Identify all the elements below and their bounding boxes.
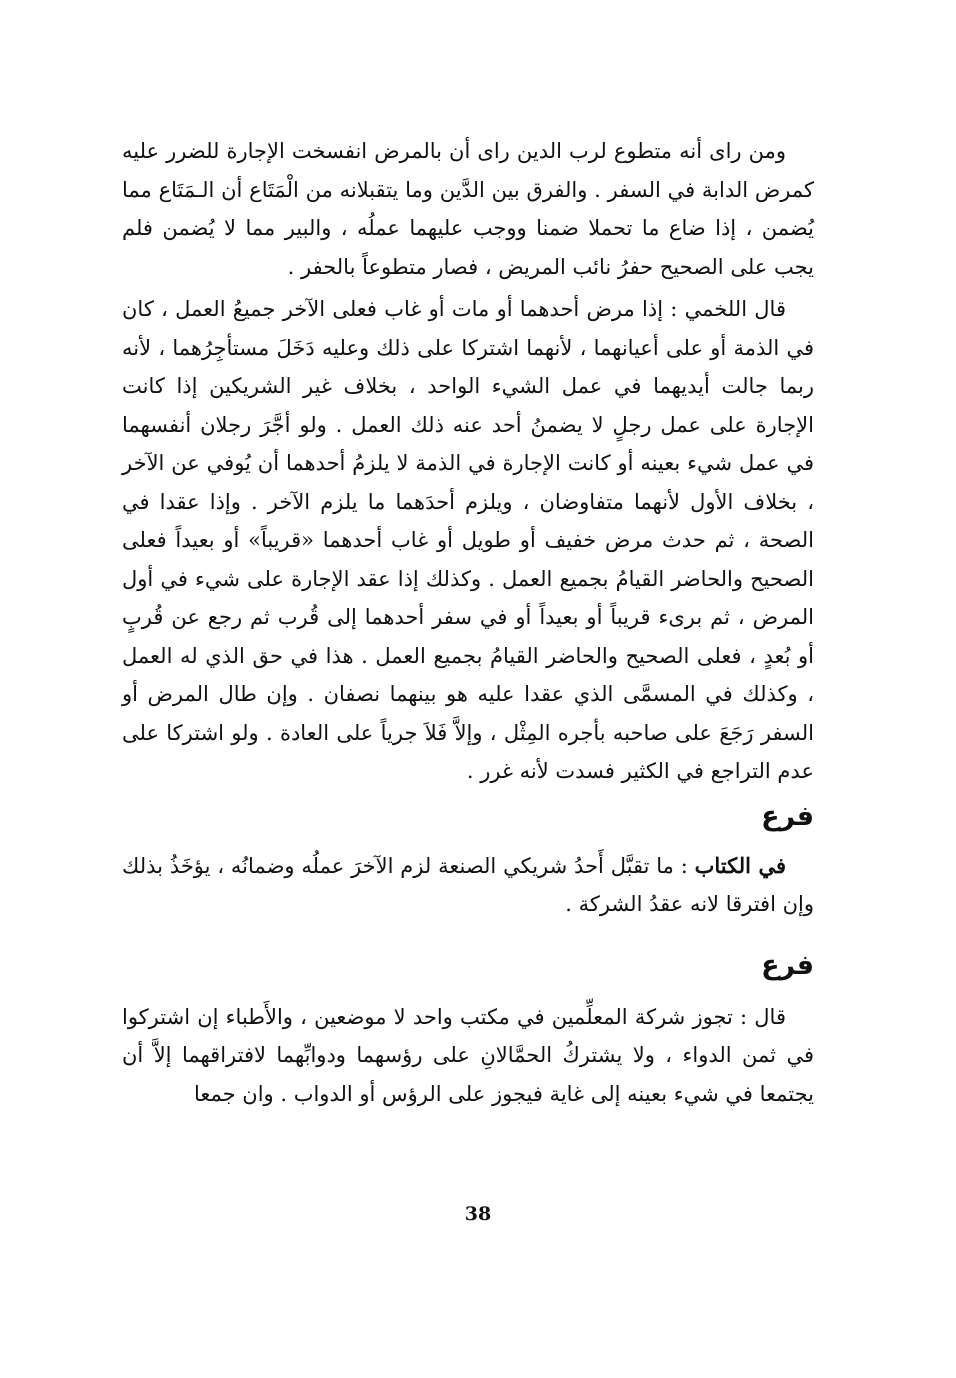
paragraph-opening: ومن راى أنه متطوع لرب الدين راى أن بالمرض انفسخت الإجارة للضرر عليه كمرض الدابة في السفر . والفرق بين الدَّين وما يتقبلانه من الْمَتَاع أن الـمَتَاع مما يُضمن ، إذا ضاع ما تحملا ضمنا ووجب عليهما عملُه ، والبير مما لا يُضمن فلم يجب على الصحيح حفرُ نائب المريض ، فصار متطوعاً بالحفر . <box>122 139 814 279</box>
kitab-lead-word: في الكتاب <box>694 852 786 878</box>
kitab-body-text: : ما تقبَّل أَحدُ شريكي الصنعة لزم الآخرَ عملُه وضمانُه ، يؤخَذُ بذلك وإن افترقا لانه عقدُ الشركة . <box>122 853 814 916</box>
paragraph-kitab <box>122 847 814 924</box>
page-body <box>122 132 814 1113</box>
page-number: 38 <box>464 1203 492 1225</box>
paragraph-teachers: قال : تجوز شركة المعلِّمين في مكتب واحد لا موضعين ، والأَطباء إن اشتركوا في ثمن الدواء ، ولا يشتركُ الحمَّالانِ على رؤسهما ودوابِّهما لافتراقهما إلاَّ أن يجتمعا في شيء بعينه إلى غاية فيجوز على الرؤس أو الدواب . وان جمعا <box>122 1004 814 1106</box>
paragraph-lakhmi: قال اللخمي : إذا مرض أحدهما أو مات أو غاب فعلى الآخر جميعُ العمل ، كان في الذمة أو على أعيانهما ، لأنهما اشتركا على ذلك وعليه دَخَلَ مستأجِرُهما ، لأنه ربما جالت أيديهما في عمل الشيء الواحد ، بخلاف غير الشريكين إذا كانت الإجارة على عمل رجلٍ لا يضمنُ أحد عنه ذلك العمل . ولو أجَّرَ رجلان أنفسهما في عمل شيء بعينه أو كانت الإجارة في الذمة لا يلزمُ أحدهما أن يُوفي عن الآخر ، بخلاف الأول لأنهما متفاوضان ، ويلزم أحدَهما ما يلزم الآخر . وإذا عقدا في الصحة ، ثم حدث مرض خفيف أو طويل أو غاب أحدهما «قريباً» أو بعيداً فعلى الصحيح والحاضر القيامُ بجميع العمل . وكذلك إذا عقد الإجارة على شيء في أول المرض ، ثم برىء قريباً أو بعيداً أو في سفر أحدهما إلى قُرب ثم رجع عن قُربٍ أو بُعدٍ ، فعلى الصحيح والحاضر القيامُ بجميع العمل . هذا في حق الذي له العمل ، وكذلك في المسمَّى الذي عقدا عليه هو بينهما نصفان . وإن طال المرض أو السفر رَجَعَ على صاحبه بأجره المِثْل ، وإلاَّ فَلاَ جرياً على العادة . ولو اشتركا على عدم التراجع في الكثير فسدت لأنه غرر . <box>122 297 814 783</box>
section-heading-2: فرع <box>761 949 814 981</box>
section-heading-1: فرع <box>761 800 814 832</box>
